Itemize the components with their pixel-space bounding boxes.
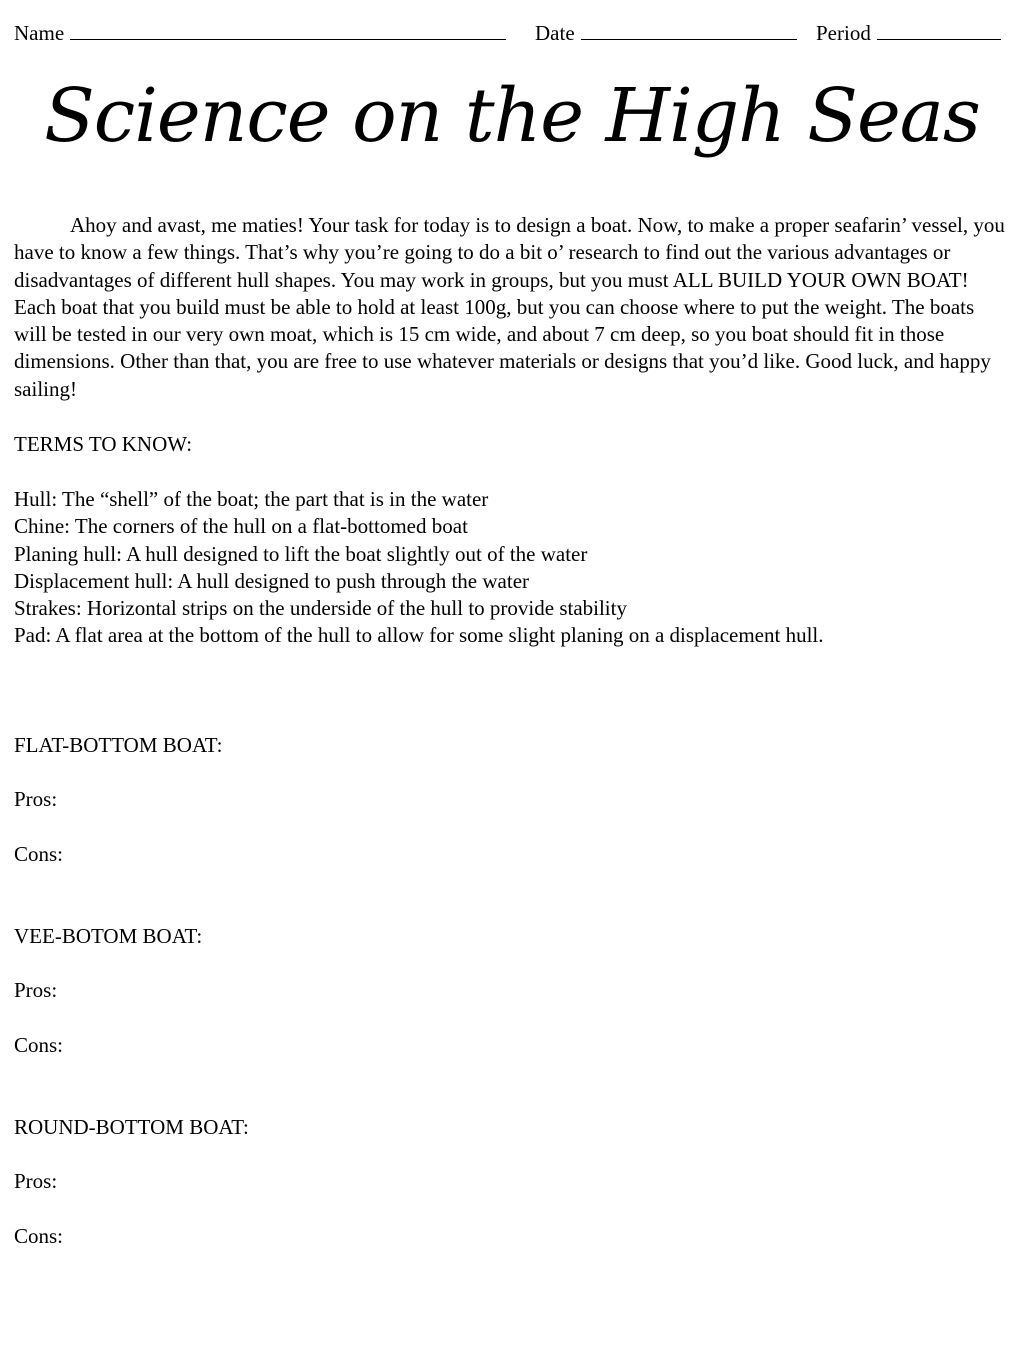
student-info-header — [14, 19, 1010, 47]
worksheet-title: Science on the High Seas — [44, 73, 980, 159]
date-blank-line[interactable] — [581, 19, 797, 40]
terms-heading: TERMS TO KNOW: — [14, 432, 193, 456]
flat-bottom-heading: FLAT-BOTTOM BOAT: — [14, 733, 223, 757]
terms-list — [14, 486, 824, 650]
term-planing-hull: Planing hull: A hull designed to lift the boat slightly out of the water — [14, 541, 588, 566]
date-field[interactable] — [535, 19, 797, 47]
intro-paragraph: Ahoy and avast, me maties! Your task for today is to design a boat. Now, to make a proper seafarin’ vessel, you have to know a few things. That’s why you’re going to do a bit o’ research to find out the various advantages or disadvantages of different hull shapes. You may work in groups, but you must ALL BUILD YOUR OWN BOAT! Each boat that you build must be able to hold at least 100g, but you can choose where to put the weight. The boats will be tested in our very own moat, which is 15 cm wide, and about 7 cm deep, so you boat should fit in those dimensions. Other than that, you are free to use whatever materials or designs that you’d like. Good luck, and happy sailing! — [14, 213, 1005, 401]
period-blank-line[interactable] — [877, 19, 1001, 40]
term-strakes: Strakes: Horizontal strips on the underside of the hull to provide stability — [14, 596, 627, 621]
round-bottom-heading: ROUND-BOTTOM BOAT: — [14, 1115, 249, 1139]
flat-bottom-cons-label: Cons: — [14, 842, 64, 866]
period-label: Period — [816, 21, 871, 45]
flat-bottom-pros-label: Pros: — [14, 787, 58, 811]
round-bottom-cons-label: Cons: — [14, 1224, 64, 1248]
round-bottom-pros-label: Pros: — [14, 1169, 58, 1193]
term-displacement-hull: Displacement hull: A hull designed to push through the water — [14, 568, 530, 593]
term-chine: Chine: The corners of the hull on a flat-bottomed boat — [14, 514, 468, 539]
period-field[interactable] — [816, 19, 1001, 47]
term-hull: Hull: The “shell” of the boat; the part that is in the water — [14, 487, 489, 511]
name-field[interactable] — [14, 19, 506, 47]
vee-bottom-cons-label: Cons: — [14, 1033, 64, 1057]
vee-bottom-pros-label: Pros: — [14, 978, 58, 1002]
date-label: Date — [535, 21, 575, 45]
term-pad: Pad: A flat area at the bottom of the hull to allow for some slight planing on a displacement hull. — [14, 623, 824, 648]
name-label: Name — [14, 21, 65, 45]
vee-bottom-heading: VEE-BOTOM BOAT: — [14, 924, 203, 948]
name-blank-line[interactable] — [70, 19, 506, 40]
